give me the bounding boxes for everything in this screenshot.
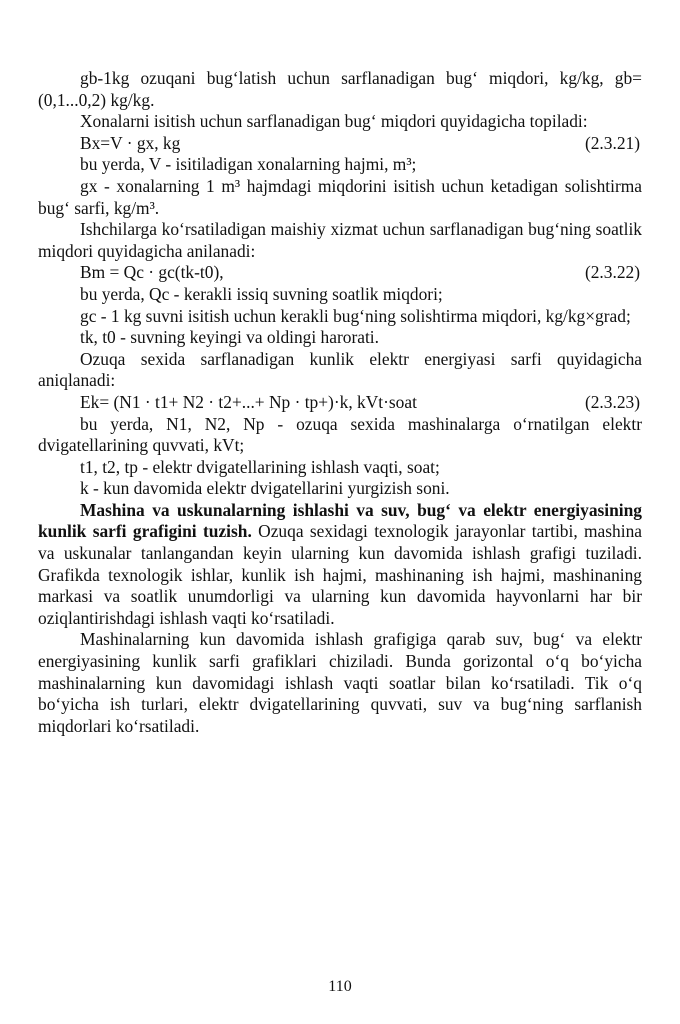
definition-volume: bu yerda, V - isitiladigan xonalarning hajmi, m³;: [80, 154, 417, 175]
paragraph-electric-energy: Ozuqa sexida sarflanadigan kunlik elektr energiyasi sarfi quyidagicha aniqlanadi:: [38, 348, 642, 391]
definition-motor-power: bu yerda, N1, N2, Np - ozuqa sexida mashinalarga o‘rnatilgan elektr dvigatellarining quvvati, kVt;: [38, 413, 642, 456]
section-heading: Mashina va uskunalarning ishlashi va suv, bug‘ va elektr energiyasining kunlik sarfi grafigini tuzish.: [38, 499, 642, 542]
definition-start-count: k - kun davomida elektr dvigatellarini yurgizish soni.: [80, 478, 450, 499]
formula-expression: Ek= (N1 · t1+ N2 · t2+...+ Np · tp+)·k, kVt·soat: [80, 391, 417, 412]
formula-number: (2.3.21): [584, 132, 640, 153]
definition-specific-steam-water: gc - 1 kg suvni isitish uchun kerakli bug‘ning solishtirma miqdori, kg/kg×grad;: [80, 305, 631, 326]
page-number: 110: [328, 978, 352, 995]
formula-expression: Bx=V · gx, kg: [80, 132, 181, 153]
section-body: Ozuqa sexidagi texnologik jarayonlar tartibi, mashina va uskunalar tanlangandan keyin ularning kun davomida ishlash grafigi tuziladi. Grafikda texnologik ishlar, kunlik ish hajmi, mashinaning ish hajmi, mashinaning markasi va soatlik unumdorligi va ularning kun davomida hayvonlarni har bir oziqlantirishdagi ishlash vaqti ko‘rsatiladi.: [38, 521, 642, 628]
paragraph-room-heating: Xonalarni isitish uchun sarflanadigan bug‘ miqdori quyidagicha topiladi:: [80, 111, 588, 132]
paragraph-section-schedule: [38, 500, 642, 630]
definition-hot-water: bu yerda, Qc - kerakli issiq suvning soatlik miqdori;: [80, 283, 443, 304]
paragraph-steam-per-kg: gb-1kg ozuqani bug‘latish uchun sarflanadigan bug‘ miqdori, kg/kg, gb=(0,1...0,2) kg/kg.: [38, 68, 642, 110]
formula-expression: Bm = Qc · gc(tk-t0),: [80, 262, 224, 283]
formula-number: (2.3.22): [584, 262, 640, 283]
formula-2-3-23: [38, 392, 642, 414]
formula-number: (2.3.23): [584, 391, 640, 412]
page-body: [38, 68, 642, 737]
definition-specific-steam: gx - xonalarning 1 m³ hajmdagi miqdorini isitish uchun ketadigan solishtirma bug‘ sarfi, kg/m³.: [38, 175, 642, 218]
formula-2-3-21: [38, 133, 642, 155]
definition-operating-time: t1, t2, tp - elektr dvigatellarining ishlash vaqti, soat;: [80, 456, 440, 477]
formula-2-3-22: [38, 262, 642, 284]
definition-temperature: tk, t0 - suvning keyingi va oldingi harorati.: [80, 327, 379, 348]
paragraph-worker-service: Ishchilarga ko‘rsatiladigan maishiy xizmat uchun sarflanadigan bug‘ning soatlik miqdori quyidagicha anilanadi:: [38, 219, 642, 261]
paragraph-consumption-graphs: Mashinalarning kun davomida ishlash grafigiga qarab suv, bug‘ va elektr energiyasining kunlik sarfi grafiklari chiziladi. Bunda gorizontal o‘q bo‘yicha mashinalarning kun davomidagi ishlash vaqti soatlar bilan ko‘rsatiladi. Tik o‘q bo‘yicha ish turlari, elektr dvigatellarining quvvati, suv va bug‘ning sarflanish miqdorlari ko‘rsatiladi.: [38, 629, 642, 736]
